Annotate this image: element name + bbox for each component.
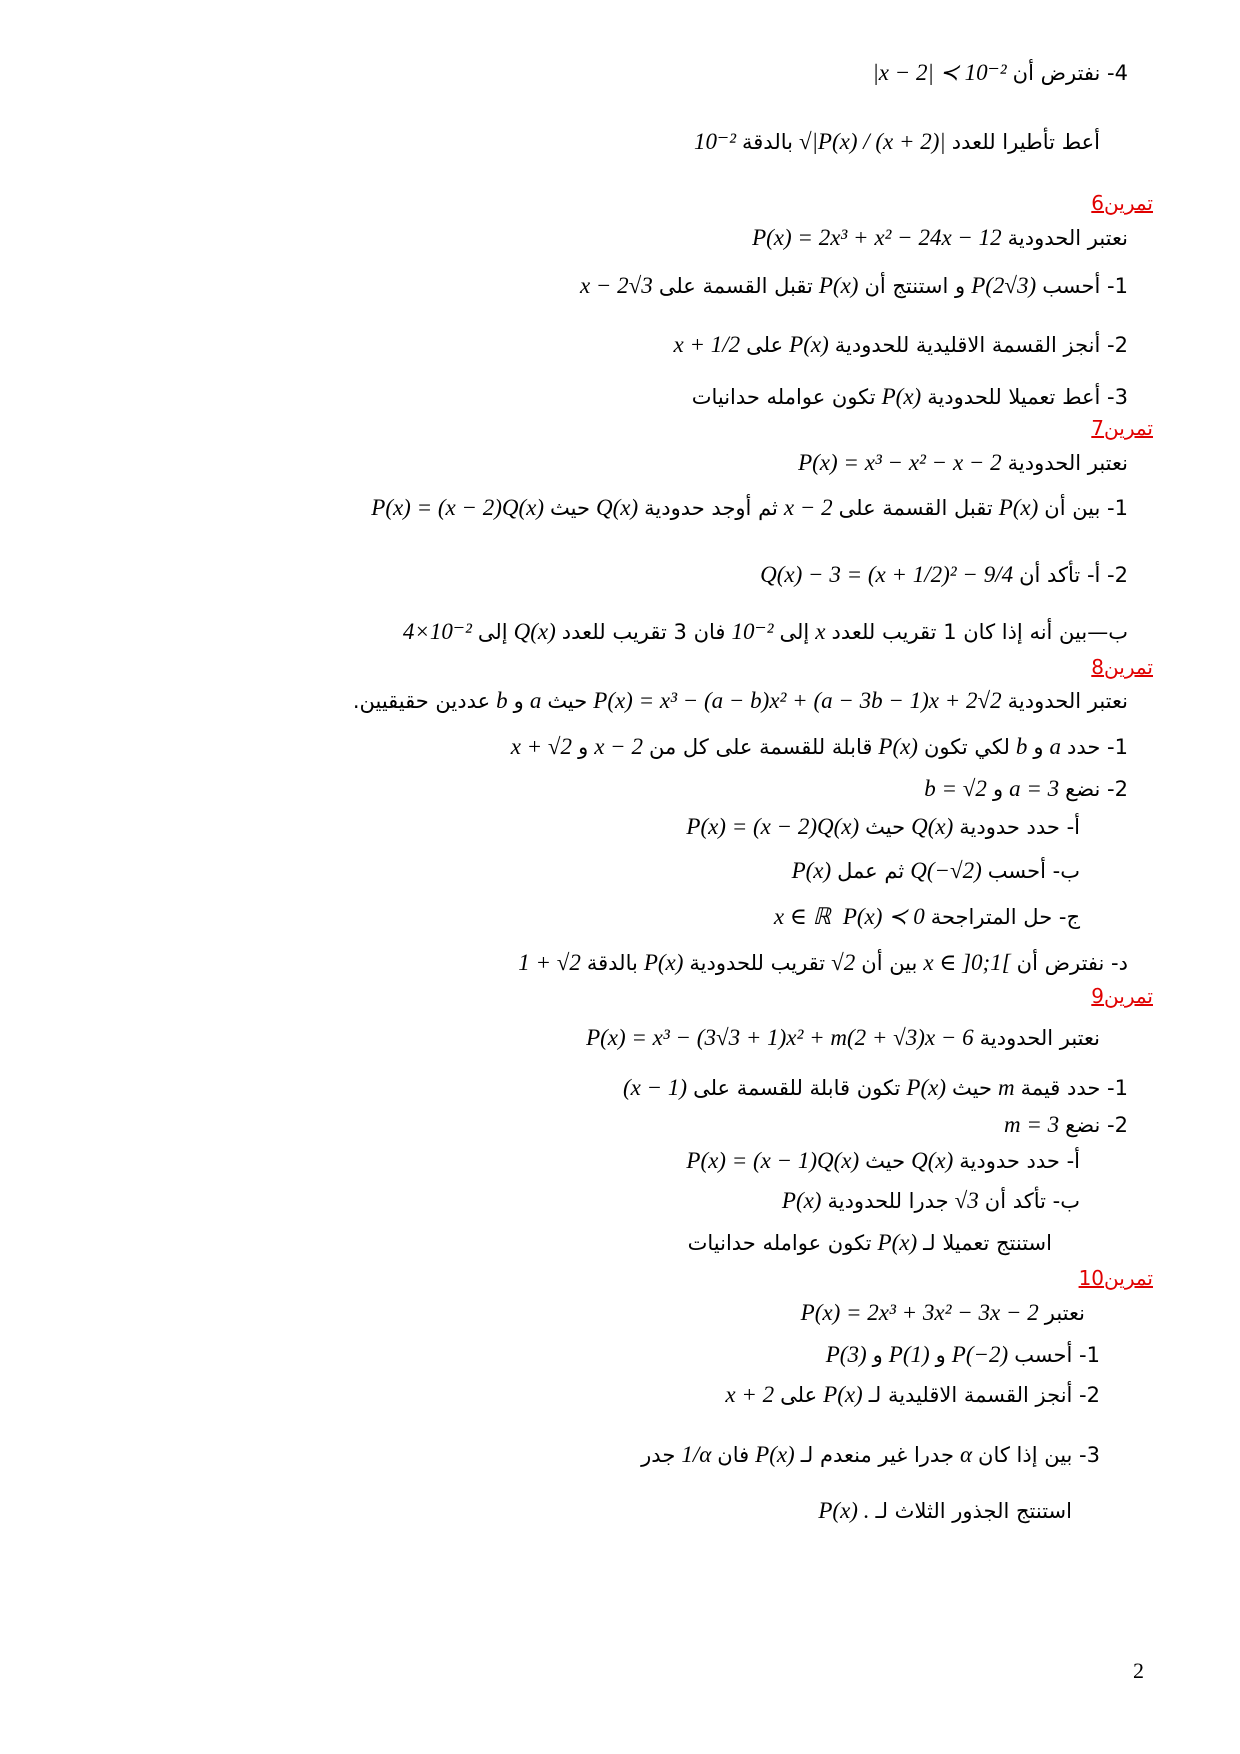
exercise-line [812,1496,1072,1526]
line-text: و [513,689,524,713]
line-text: حيث [550,496,590,520]
line-text: ب- أحسب [987,859,1080,883]
line-text: د- نفترض أن [1016,951,1128,975]
math-expression: x ∈ ℝ [773,904,831,929]
math-expression: P(x) [791,858,832,883]
math-expression: a [529,688,542,713]
exercise-line [617,1073,1128,1103]
exercise-line [776,1186,1080,1216]
math-expression: √|P(x) / (x + 2)| [798,129,946,154]
math-expression: b = √2 [924,776,987,801]
line-text: إلى [779,620,810,644]
math-expression: (x − 1) [623,1075,688,1100]
exercise-line [505,732,1128,762]
line-text: 2- أ- تأكد أن [1019,563,1128,587]
line-text: نعتبر الحدودية [979,1026,1100,1050]
line-text: عددين حقيقيين. [352,689,491,713]
line-text: 1- بين أن [1044,496,1128,520]
exercise-line [353,686,1128,716]
exercise-line [746,223,1128,253]
line-text: تكون عوامله حدانيات [687,1231,872,1255]
line-text: استنتج الجذور الثلاث لـ [875,1499,1072,1523]
line-text: ثم أوجد حدودية [644,496,778,520]
line-text: 1- أحسب [1014,1343,1100,1367]
math-expression: P(x) = (x − 2)Q(x) [371,495,545,520]
math-expression: P(x) . [818,1498,870,1523]
exercise-line [680,1146,1080,1176]
line-text: حيث [951,1076,992,1100]
line-text: و استنتج أن [864,274,966,298]
math-expression: P(x) [789,332,829,357]
math-expression: P(x) [818,273,859,298]
math-expression: 1/α [681,1442,712,1467]
exercise-line [397,617,1128,647]
line-text: نعتبر [1044,1301,1085,1325]
exercise-line [688,127,1100,157]
math-expression: P(x) = 2x³ + x² − 24x − 12 [752,225,1002,250]
line-text: حيث [865,1149,906,1173]
math-expression: P(3) [825,1342,867,1367]
math-expression: P(x) = x³ − x² − x − 2 [798,450,1002,475]
line-text: على [780,1383,818,1407]
math-expression: 4×10⁻² [402,619,472,644]
math-expression: P(x) = x³ − (3√3 + 1)x² + m(2 + √3)x − 6 [586,1025,974,1050]
math-expression: P(x) [781,1188,822,1213]
line-text: جدرا للحدودية [827,1189,949,1213]
line-text: تقبل القسمة على [658,274,813,298]
math-expression: P(x) [823,1382,863,1407]
math-expression: x + 1/2 [673,332,741,357]
page-number: 2 [1133,1658,1144,1683]
line-text: تقريب للحدودية [689,951,826,975]
math-expression: |x − 2| ≺ 10⁻² [872,60,1007,85]
math-expression: x − 2 [783,495,833,520]
line-text: و [935,1343,946,1367]
math-expression: x − 2√3 [579,273,653,298]
line-text: بين أن [861,951,918,975]
line-text: نعتبر الحدودية [1007,226,1128,250]
line-text: بالدقة [586,951,638,975]
math-expression: P(x) [998,495,1039,520]
math-expression: Q(x) [911,814,954,839]
math-expression: α [959,1442,973,1467]
math-expression: √2 [831,950,856,975]
math-expression: P(1) [888,1342,930,1367]
line-text: حيث [547,689,588,713]
line-text: نعتبر الحدودية [1007,451,1128,475]
math-expression: b [1015,734,1028,759]
math-expression: 10⁻² [693,129,736,154]
math-expression: Q(−√2) [910,858,982,883]
exercise-line [688,1228,1052,1258]
line-text: ثم عمل [837,859,905,883]
exercise-line [866,58,1128,88]
line-text: لكي تكون [923,735,1010,759]
line-text: و [578,735,589,759]
line-text: 4- نفترض أن [1012,61,1128,85]
math-expression: 10⁻² [731,619,774,644]
exercise-heading: تمرين7 [1091,416,1153,440]
exercise-line [365,493,1128,523]
exercise-line [680,812,1080,842]
math-expression: Q(x) − 3 = (x + 1/2)² − 9/4 [760,562,1014,587]
line-text: أ- حدد حدودية [959,815,1080,839]
line-text: ب- تأكد أن [984,1189,1080,1213]
math-expression: x ∈ ]0;1[ [923,950,1011,975]
exercise-line [692,382,1128,412]
exercise-line [795,1298,1085,1328]
math-expression: x + √2 [510,734,573,759]
math-expression: Q(x) [513,619,556,644]
math-expression: b [496,688,508,713]
line-text: ب—بين أنه إذا كان 1 تقريب للعدد [831,620,1128,644]
line-text: قابلة للقسمة على كل من [648,735,873,759]
exercise-line [820,1340,1100,1370]
line-text: و [1033,735,1044,759]
line-text: بالدقة [742,130,793,154]
line-text: فان [717,1443,750,1467]
line-text: حيث [865,815,906,839]
line-text: 2- أنجز القسمة الاقليدية للحدودية [834,333,1128,357]
line-text: 2- نضع [1065,777,1128,801]
math-expression: P(x) [755,1442,795,1467]
exercise-line [668,330,1128,360]
exercise-line [768,902,1080,932]
math-expression: P(x) [643,950,684,975]
math-expression: x − 2 [594,734,643,759]
math-expression: m = 3 [1003,1112,1060,1137]
math-expression: m [997,1075,1015,1100]
exercise-line [998,1110,1128,1140]
line-text: 1- حدد قيمة [1020,1076,1128,1100]
math-expression: P(x) = (x − 1)Q(x) [686,1148,860,1173]
line-text: تقبل القسمة على [838,496,993,520]
exercise-line [574,271,1128,301]
line-text: فان 3 تقريب للعدد [561,620,726,644]
exercise-line [580,1023,1100,1053]
math-expression: P(x) [906,1075,946,1100]
exercise-heading: تمرين10 [1078,1266,1153,1290]
math-expression: P(x) [878,734,918,759]
exercise-heading: تمرين9 [1091,984,1153,1008]
math-expression: P(2√3) [971,273,1037,298]
math-expression: P(−2) [951,1342,1009,1367]
line-text: و [992,777,1004,801]
math-expression: P(x) = 2x³ + 3x² − 3x − 2 [800,1300,1039,1325]
math-expression: P(x) = (x − 2)Q(x) [686,814,860,839]
exercise-line [792,448,1128,478]
exercise-heading: تمرين8 [1091,655,1153,679]
math-expression: P(x) [881,384,922,409]
line-text: أ- حدد حدودية [959,1149,1080,1173]
line-text: 2- نضع [1065,1113,1128,1137]
line-text: 2- أنجز القسمة الاقليدية لـ [868,1383,1100,1407]
exercise-heading: تمرين6 [1091,191,1153,215]
line-text: جدر [641,1443,676,1467]
exercise-line [918,774,1128,804]
exercise-line [512,948,1128,978]
line-text: تكون عوامله حدانيات [691,385,876,409]
math-expression: x [815,619,826,644]
exercise-line [641,1440,1100,1470]
line-text: ج- حل المتراجحة [930,905,1080,929]
line-text: إلى [477,620,508,644]
math-expression: Q(x) [911,1148,954,1173]
math-expression: a = 3 [1009,776,1060,801]
line-text: استنتج تعميلا لـ [923,1231,1052,1255]
exercise-line [786,856,1080,886]
math-expression: P(x) ≺ 0 [842,904,925,929]
math-expression: Q(x) [596,495,639,520]
exercise-line [754,560,1128,590]
line-text: 3- أعط تعميلا للحدودية [927,385,1128,409]
line-text: 3- بين إذا كان [978,1443,1100,1467]
line-text: و [872,1343,883,1367]
line-text: 1- أحسب [1042,274,1128,298]
math-expression: 1 + √2 [518,950,581,975]
math-expression: P(x) [877,1230,918,1255]
math-expression: P(x) = x³ − (a − b)x² + (a − 3b − 1)x + 2√2 [593,688,1002,713]
line-text: نعتبر الحدودية [1007,689,1128,713]
math-expression: a [1049,734,1062,759]
line-text: 1- حدد [1067,735,1128,759]
math-expression: √3 [954,1188,979,1213]
line-text: أعط تأطيرا للعدد [951,130,1100,154]
math-expression: x + 2 [725,1382,775,1407]
line-text: تكون قابلة للقسمة على [693,1076,901,1100]
line-text: جدرا غير منعدم لـ [800,1443,954,1467]
line-text: على [746,333,784,357]
exercise-line [719,1380,1100,1410]
